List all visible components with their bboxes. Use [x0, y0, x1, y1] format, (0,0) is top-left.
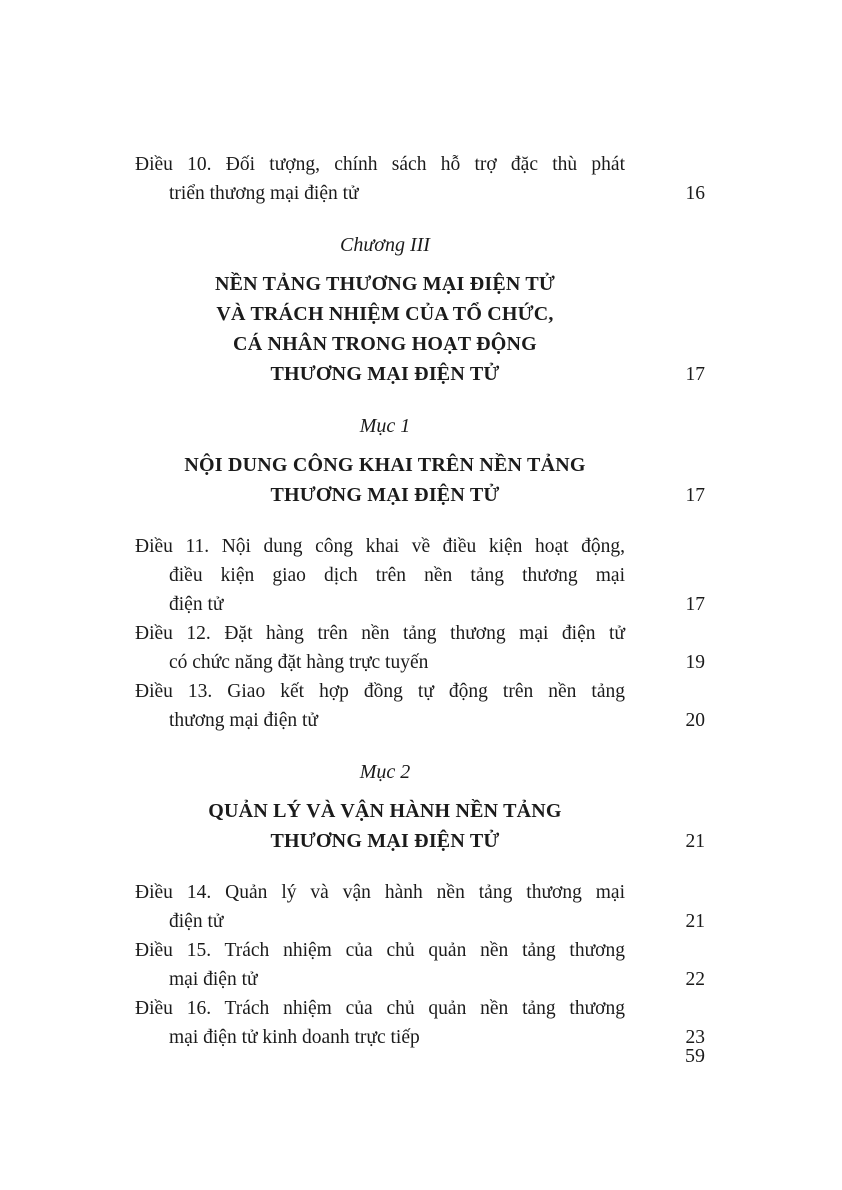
- toc-entry-label: [135, 230, 705, 260]
- toc-entry-line: mại điện tử: [169, 969, 258, 990]
- toc-entry-line: VÀ TRÁCH NHIỆM CỦA TỔ CHỨC,: [216, 303, 554, 325]
- toc-entry-page-number: 20: [685, 710, 705, 731]
- toc-entry-line: THƯƠNG MẠI ĐIỆN TỬ: [270, 830, 500, 852]
- toc-entry-line: QUẢN LÝ VÀ VẬN HÀNH NỀN TẢNG: [208, 800, 562, 822]
- toc-entry-line: điện tử: [169, 911, 224, 932]
- toc-entry-line: điện tử: [169, 594, 224, 615]
- toc-entry-line: NỘI DUNG CÔNG KHAI TRÊN NỀN TẢNG: [184, 454, 586, 476]
- toc-entry-page-number: 22: [685, 969, 705, 990]
- toc-entry-label: [135, 411, 705, 441]
- toc-entry-label: [135, 757, 705, 787]
- toc-entry-line: THƯƠNG MẠI ĐIỆN TỬ: [270, 484, 500, 506]
- toc-entry-page-number: 16: [685, 183, 705, 204]
- toc-entry-article: [135, 878, 705, 936]
- toc-entry-page-number: 19: [685, 652, 705, 673]
- toc-entry-line: THƯƠNG MẠI ĐIỆN TỬ: [270, 363, 500, 385]
- toc-entry-heading: [135, 269, 705, 389]
- toc-entry-heading: [135, 450, 705, 510]
- toc-entry-page-number: 23: [685, 1027, 705, 1048]
- toc-entry-line: Điều 11. Nội dung công khai về điều kiện hoạt động,: [135, 536, 625, 557]
- toc-entry-line: Điều 13. Giao kết hợp đồng tự động trên nền tảng: [135, 681, 625, 702]
- toc-entry-line: CÁ NHÂN TRONG HOẠT ĐỘNG: [233, 333, 537, 355]
- toc-entry-line: Điều 16. Trách nhiệm của chủ quản nền tảng thương: [135, 998, 625, 1019]
- toc-entry-line: thương mại điện tử: [169, 710, 318, 731]
- toc-entry-article: [135, 532, 705, 619]
- toc-entry-line: mại điện tử kinh doanh trực tiếp: [169, 1027, 420, 1048]
- page-footer-number: 59: [685, 1045, 705, 1067]
- toc-entry-line: triển thương mại điện tử: [169, 183, 359, 204]
- toc-entry-line: Điều 12. Đặt hàng trên nền tảng thương mại điện tử: [135, 623, 625, 644]
- toc-entry-line: Điều 15. Trách nhiệm của chủ quản nền tảng thương: [135, 940, 625, 961]
- toc-entry-page-number: 21: [685, 831, 705, 852]
- toc-entry-page-number: 17: [685, 485, 705, 506]
- toc-entries: [135, 150, 705, 1052]
- toc-entry-line: Chương III: [340, 234, 430, 256]
- toc-entry-article: [135, 619, 705, 677]
- toc-entry-line: có chức năng đặt hàng trực tuyến: [169, 652, 429, 673]
- toc-entry-heading: [135, 796, 705, 856]
- toc-entry-line: Mục 2: [359, 761, 411, 783]
- toc-entry-line: Mục 1: [359, 415, 411, 437]
- toc-entry-line: điều kiện giao dịch trên nền tảng thương mại: [169, 565, 625, 586]
- toc-entry-line: Điều 14. Quản lý và vận hành nền tảng thương mại: [135, 882, 625, 903]
- toc-entry-line: NỀN TẢNG THƯƠNG MẠI ĐIỆN TỬ: [214, 273, 556, 295]
- toc-entry-page-number: 17: [685, 364, 705, 385]
- toc-entry-page-number: 17: [685, 594, 705, 615]
- toc-entry-article: [135, 677, 705, 735]
- toc-entry-article: [135, 936, 705, 994]
- toc-entry-page-number: 21: [685, 911, 705, 932]
- toc-entry-article: [135, 150, 705, 208]
- toc-entry-line: Điều 10. Đối tượng, chính sách hỗ trợ đặc thù phát: [135, 154, 625, 175]
